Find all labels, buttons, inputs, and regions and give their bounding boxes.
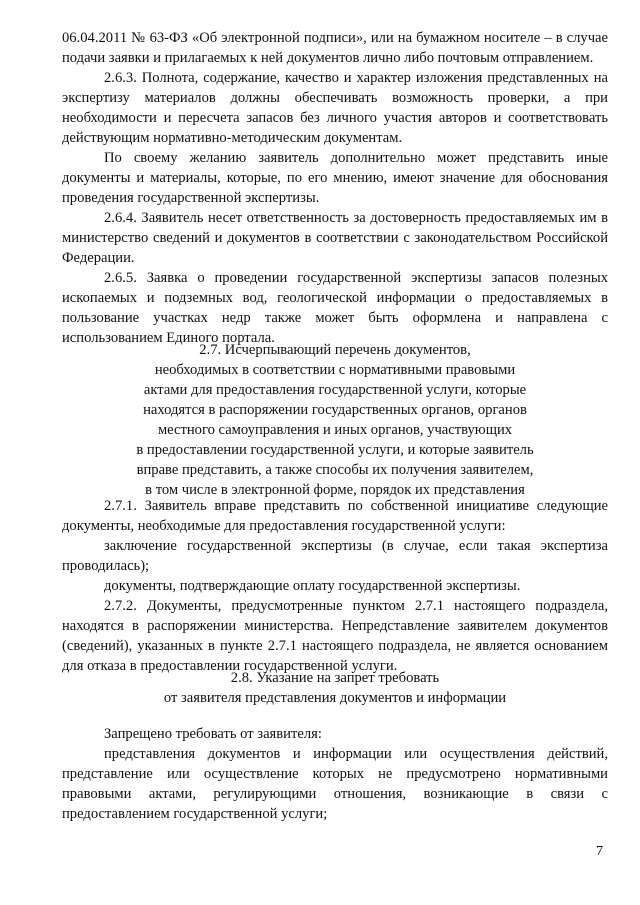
section-2-8-text xyxy=(62,724,608,824)
page-number: 7 xyxy=(596,844,603,859)
heading-line: вправе представить, а также способы их получения заявителем, xyxy=(136,462,534,478)
paragraph-2-6-2-continuation: 06.04.2011 № 63-ФЗ «Об электронной подписи», или на бумажном носителе – в случае подачи заявки и прилагаемых к ней документов лично либо почтовым отправлением. xyxy=(62,30,608,66)
paragraph-2-6-4: 2.6.4. Заявитель несет ответственность за достоверность предоставляемых им в министерство сведений и документов в соответствии с законодательством Российской Федерации. xyxy=(62,210,608,266)
paragraph-prohibition-intro: Запрещено требовать от заявителя: xyxy=(104,726,322,742)
heading-line: в том числе в электронной форме, порядок их представления xyxy=(145,482,525,498)
heading-line: 2.7. Исчерпывающий перечень документов, xyxy=(199,342,471,358)
list-item-prohibited-requests: представления документов и информации или осуществления действий, представление или осуществление которых не предусмотрено нормативными правовыми актами, регулирующими отношения, возникающие в связи с предоставлением государственной услуги; xyxy=(62,746,608,822)
heading-line: в предоставлении государственной услуги, и которые заявитель xyxy=(136,442,534,458)
paragraph-2-6-5: 2.6.5. Заявка о проведении государственной экспертизы запасов полезных ископаемых и подземных вод, геологической информации о предоставляемых в пользование участках недр также может быть оформлена и направлена с использованием Единого портала. xyxy=(62,270,608,346)
paragraph-2-7-2: 2.7.2. Документы, предусмотренные пунктом 2.7.1 настоящего подраздела, находятся в распоряжении министерства. Непредставление заявителем документов (сведений), указанных в пункте 2.7.1 настоящего подраздела, не является основанием для отказа в предоставлении государственной услуги. xyxy=(62,598,608,674)
paragraph-2-6-3: 2.6.3. Полнота, содержание, качество и характер изложения представленных на экспертизу материалов должны обеспечивать возможность проверки, а при необходимости и пересчета запасов без личного участия авторов и соответствовать действующим нормативно-методическим документам. xyxy=(62,70,608,146)
heading-line: актами для предоставления государственной услуги, которые xyxy=(143,382,527,398)
heading-line: 2.8. Указание на запрет требовать xyxy=(230,670,440,686)
section-2-7-text xyxy=(62,496,608,676)
paragraph-additional-documents: По своему желанию заявитель дополнительно может представить иные документы и материалы, которые, по его мнению, имеют значение для обоснования проведения государственной экспертизы. xyxy=(62,150,608,206)
list-item-payment-documents: документы, подтверждающие оплату государственной экспертизы. xyxy=(104,578,521,594)
list-item-expertise-conclusion: заключение государственной экспертизы (в случае, если такая экспертиза проводилась); xyxy=(62,538,608,574)
heading-line: местного самоуправления и иных органов, участвующих xyxy=(157,422,513,438)
paragraph-2-7-1: 2.7.1. Заявитель вправе представить по собственной инициативе следующие документы, необходимые для предоставления государственной услуги: xyxy=(62,498,608,534)
section-heading-2-7 xyxy=(62,340,608,500)
heading-line: находятся в распоряжении государственных органов, органов xyxy=(143,402,527,418)
heading-line: необходимых в соответствии с нормативными правовыми xyxy=(154,362,516,378)
section-2-6-text xyxy=(62,28,608,348)
heading-line: от заявителя представления документов и информации xyxy=(163,690,507,706)
section-heading-2-8 xyxy=(62,668,608,708)
